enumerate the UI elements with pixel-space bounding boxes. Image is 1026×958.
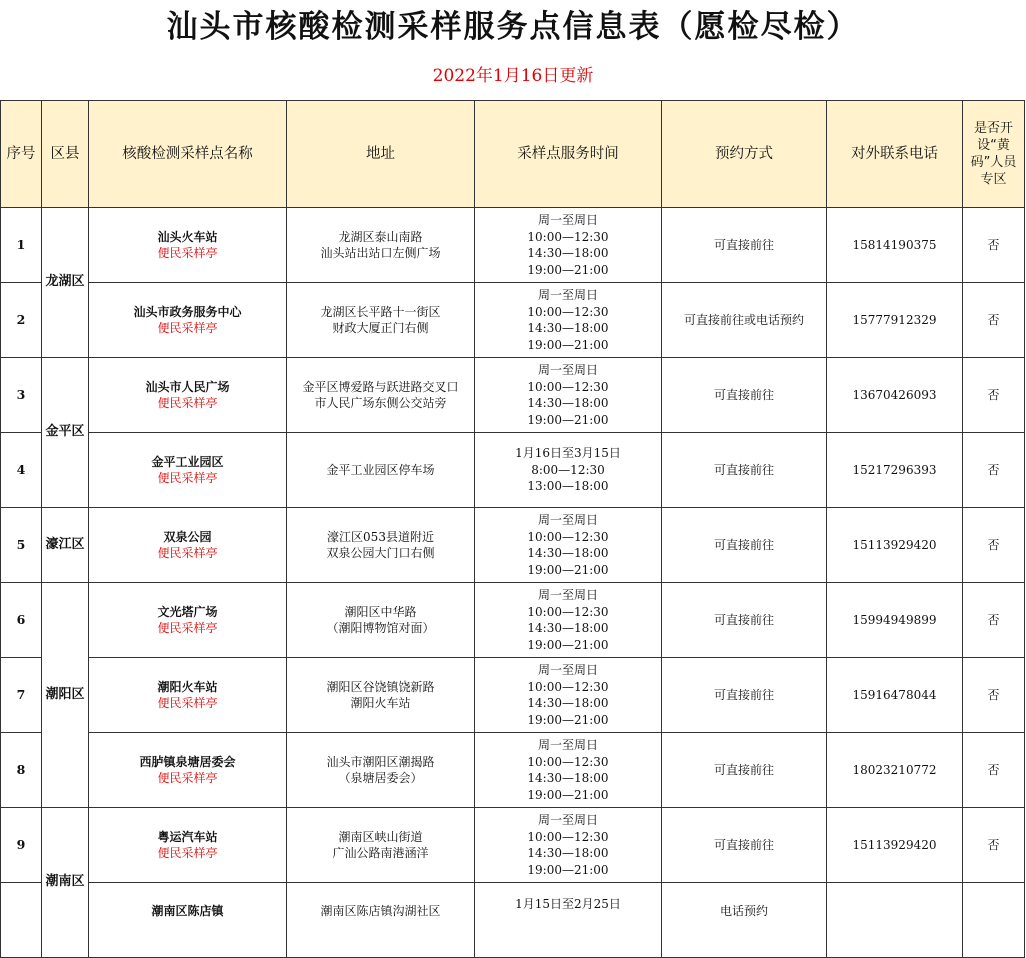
site-tag: 便民采样亭 — [157, 396, 218, 410]
hours-line: 10:00—12:30 — [527, 754, 609, 769]
site-cell — [89, 883, 287, 958]
hours-line: 周一至周日 — [537, 588, 598, 602]
address-cell — [287, 283, 475, 358]
address-line: 金平区博爱路与跃进路交叉口 — [302, 379, 459, 394]
hours-line: 14:30—18:00 — [527, 771, 609, 785]
site-name: 粤运汽车站 — [157, 829, 218, 844]
hours-line: 10:00—12:30 — [527, 604, 609, 619]
hours-line: 10:00—12:30 — [527, 379, 609, 394]
booking-cell: 电话预约 — [662, 883, 827, 958]
site-tag: 便民采样亭 — [157, 546, 218, 560]
hours-line: 19:00—21:00 — [527, 412, 609, 427]
table-header-row — [1, 101, 1025, 208]
district-cell: 潮南区 — [42, 808, 89, 958]
site-tag: 便民采样亭 — [157, 246, 218, 260]
phone-cell: 15777912329 — [827, 283, 963, 358]
hours-line: 8:00—12:30 — [531, 462, 605, 477]
table-row — [1, 358, 1025, 433]
site-cell — [89, 433, 287, 508]
address-line: 广汕公路南港涵洋 — [332, 846, 429, 860]
header-address: 地址 — [287, 101, 475, 208]
address-line: 潮南区陈店镇沟湖社区 — [320, 904, 441, 918]
row-no: 5 — [1, 508, 42, 583]
site-cell — [89, 733, 287, 808]
hours-cell — [475, 208, 662, 283]
site-cell — [89, 808, 287, 883]
site-tag: 便民采样亭 — [157, 621, 218, 635]
district-cell: 龙湖区 — [42, 208, 89, 358]
row-no: 1 — [1, 208, 42, 283]
phone-cell: 15113929420 — [827, 808, 963, 883]
hours-cell — [475, 658, 662, 733]
hours-line: 19:00—21:00 — [527, 337, 609, 352]
site-cell — [89, 283, 287, 358]
hours-cell — [475, 508, 662, 583]
yellow-zone-cell: 否 — [963, 433, 1025, 508]
site-tag: 便民采样亭 — [157, 321, 218, 335]
address-line: （潮阳博物馆对面） — [326, 621, 435, 635]
address-line: （泉塘居委会） — [338, 771, 423, 785]
hours-line: 10:00—12:30 — [527, 529, 609, 544]
hours-cell — [475, 583, 662, 658]
booking-cell: 可直接前往 — [662, 433, 827, 508]
site-tag: 便民采样亭 — [157, 846, 218, 860]
hours-cell — [475, 283, 662, 358]
site-name: 双泉公园 — [163, 529, 212, 544]
hours-line: 10:00—12:30 — [527, 829, 609, 844]
table-row — [1, 808, 1025, 883]
update-date: 2022年1月16日更新 — [432, 66, 594, 86]
address-cell — [287, 808, 475, 883]
booking-cell: 可直接前往 — [662, 658, 827, 733]
table-row — [1, 208, 1025, 283]
hours-line: 周一至周日 — [537, 513, 598, 527]
hours-line: 19:00—21:00 — [527, 637, 609, 652]
address-cell — [287, 658, 475, 733]
hours-line: 周一至周日 — [537, 663, 598, 677]
hours-line: 周一至周日 — [537, 363, 598, 377]
hours-line: 14:30—18:00 — [527, 546, 609, 560]
phone-cell: 13670426093 — [827, 358, 963, 433]
table-row — [1, 508, 1025, 583]
address-cell — [287, 358, 475, 433]
hours-cell — [475, 808, 662, 883]
row-no: 3 — [1, 358, 42, 433]
header-yellow-zone: 是否开设“黄码”人员专区 — [963, 101, 1025, 208]
address-line: 财政大厦正门右侧 — [332, 321, 429, 335]
hours-line: 14:30—18:00 — [527, 696, 609, 710]
site-tag: 便民采样亭 — [157, 696, 218, 710]
district-cell: 濠江区 — [42, 508, 89, 583]
phone-cell: 15814190375 — [827, 208, 963, 283]
hours-line: 19:00—21:00 — [527, 262, 609, 277]
site-cell — [89, 583, 287, 658]
booking-cell: 可直接前往或电话预约 — [662, 283, 827, 358]
hours-cell — [475, 358, 662, 433]
address-cell — [287, 883, 475, 958]
hours-cell — [475, 883, 662, 958]
page-title: 汕头市核酸检测采样服务点信息表（愿检尽检） — [166, 9, 860, 45]
address-cell — [287, 433, 475, 508]
district-cell: 潮阳区 — [42, 583, 89, 808]
site-tag: 便民采样亭 — [157, 771, 218, 785]
hours-line: 19:00—21:00 — [527, 562, 609, 577]
booking-cell: 可直接前往 — [662, 808, 827, 883]
row-no: 8 — [1, 733, 42, 808]
yellow-zone-cell: 否 — [963, 733, 1025, 808]
hours-cell — [475, 433, 662, 508]
table-row — [1, 658, 1025, 733]
booking-cell: 可直接前往 — [662, 733, 827, 808]
address-line: 市人民广场东侧公交站旁 — [314, 396, 447, 410]
site-name: 西胪镇泉塘居委会 — [139, 754, 236, 769]
hours-line: 13:00—18:00 — [527, 479, 609, 494]
sampling-sites-table — [0, 100, 1025, 958]
table-row — [1, 733, 1025, 808]
address-line: 金平工业园区停车场 — [326, 462, 435, 477]
hours-line: 10:00—12:30 — [527, 304, 609, 319]
site-cell — [89, 508, 287, 583]
row-no: 7 — [1, 658, 42, 733]
yellow-zone-cell: 否 — [963, 208, 1025, 283]
header-hours: 采样点服务时间 — [475, 101, 662, 208]
site-name: 潮南区陈店镇 — [151, 904, 224, 918]
address-line: 汕头市潮阳区潮揭路 — [326, 754, 435, 769]
hours-line: 14:30—18:00 — [527, 846, 609, 860]
row-no — [1, 883, 42, 958]
district-cell: 金平区 — [42, 358, 89, 508]
address-line: 潮阳火车站 — [350, 696, 411, 710]
address-line: 潮阳区谷饶镇饶新路 — [326, 679, 435, 694]
address-cell — [287, 508, 475, 583]
address-line: 龙湖区长平路十一街区 — [320, 304, 441, 319]
row-no: 2 — [1, 283, 42, 358]
row-no: 9 — [1, 808, 42, 883]
hours-line: 周一至周日 — [537, 813, 598, 827]
header-booking: 预约方式 — [662, 101, 827, 208]
hours-line: 19:00—21:00 — [527, 862, 609, 877]
site-cell — [89, 658, 287, 733]
booking-cell: 可直接前往 — [662, 358, 827, 433]
site-cell — [89, 208, 287, 283]
phone-cell — [827, 883, 963, 958]
address-line: 汕头站出站口左侧广场 — [320, 246, 441, 260]
phone-cell: 15217296393 — [827, 433, 963, 508]
hours-line: 周一至周日 — [537, 288, 598, 302]
site-name: 文光塔广场 — [157, 604, 218, 619]
site-name: 汕头市人民广场 — [145, 379, 230, 394]
site-cell — [89, 358, 287, 433]
header-no: 序号 — [1, 101, 42, 208]
hours-line: 周一至周日 — [537, 738, 598, 752]
phone-cell: 18023210772 — [827, 733, 963, 808]
hours-line: 19:00—21:00 — [527, 712, 609, 727]
row-no: 6 — [1, 583, 42, 658]
yellow-zone-cell: 否 — [963, 658, 1025, 733]
site-name: 潮阳火车站 — [157, 679, 218, 694]
table-row — [1, 883, 1025, 958]
hours-line: 14:30—18:00 — [527, 621, 609, 635]
table-row — [1, 283, 1025, 358]
booking-cell: 可直接前往 — [662, 208, 827, 283]
header-district: 区县 — [42, 101, 89, 208]
header-phone: 对外联系电话 — [827, 101, 963, 208]
phone-cell: 15916478044 — [827, 658, 963, 733]
row-no: 4 — [1, 433, 42, 508]
phone-cell: 15994949899 — [827, 583, 963, 658]
table-row — [1, 433, 1025, 508]
hours-line: 10:00—12:30 — [527, 229, 609, 244]
address-line: 潮阳区中华路 — [344, 604, 417, 619]
yellow-zone-cell: 否 — [963, 508, 1025, 583]
booking-cell: 可直接前往 — [662, 583, 827, 658]
hours-cell — [475, 733, 662, 808]
hours-line: 1月15日至2月25日 — [515, 897, 621, 911]
site-tag: 便民采样亭 — [157, 471, 218, 485]
hours-line: 1月16日至3月15日 — [515, 446, 621, 461]
yellow-zone-cell: 否 — [963, 583, 1025, 658]
site-name: 汕头市政务服务中心 — [133, 304, 242, 319]
hours-line: 14:30—18:00 — [527, 246, 609, 260]
yellow-zone-cell: 否 — [963, 808, 1025, 883]
header-site-name: 核酸检测采样点名称 — [89, 101, 287, 208]
hours-line: 19:00—21:00 — [527, 787, 609, 802]
address-line: 双泉公园大门口右侧 — [326, 546, 435, 560]
address-cell — [287, 208, 475, 283]
yellow-zone-cell — [963, 883, 1025, 958]
site-name: 汕头火车站 — [157, 229, 218, 244]
yellow-zone-cell: 否 — [963, 358, 1025, 433]
hours-line: 14:30—18:00 — [527, 396, 609, 410]
hours-line: 10:00—12:30 — [527, 679, 609, 694]
address-cell — [287, 733, 475, 808]
site-name: 金平工业园区 — [151, 454, 224, 469]
address-line: 潮南区峡山街道 — [338, 829, 423, 844]
yellow-zone-cell: 否 — [963, 283, 1025, 358]
address-line: 濠江区053县道附近 — [327, 529, 434, 544]
table-row — [1, 583, 1025, 658]
hours-line: 周一至周日 — [537, 213, 598, 227]
booking-cell: 可直接前往 — [662, 508, 827, 583]
address-cell — [287, 583, 475, 658]
phone-cell: 15113929420 — [827, 508, 963, 583]
address-line: 龙湖区泰山南路 — [338, 229, 423, 244]
hours-line: 14:30—18:00 — [527, 321, 609, 335]
